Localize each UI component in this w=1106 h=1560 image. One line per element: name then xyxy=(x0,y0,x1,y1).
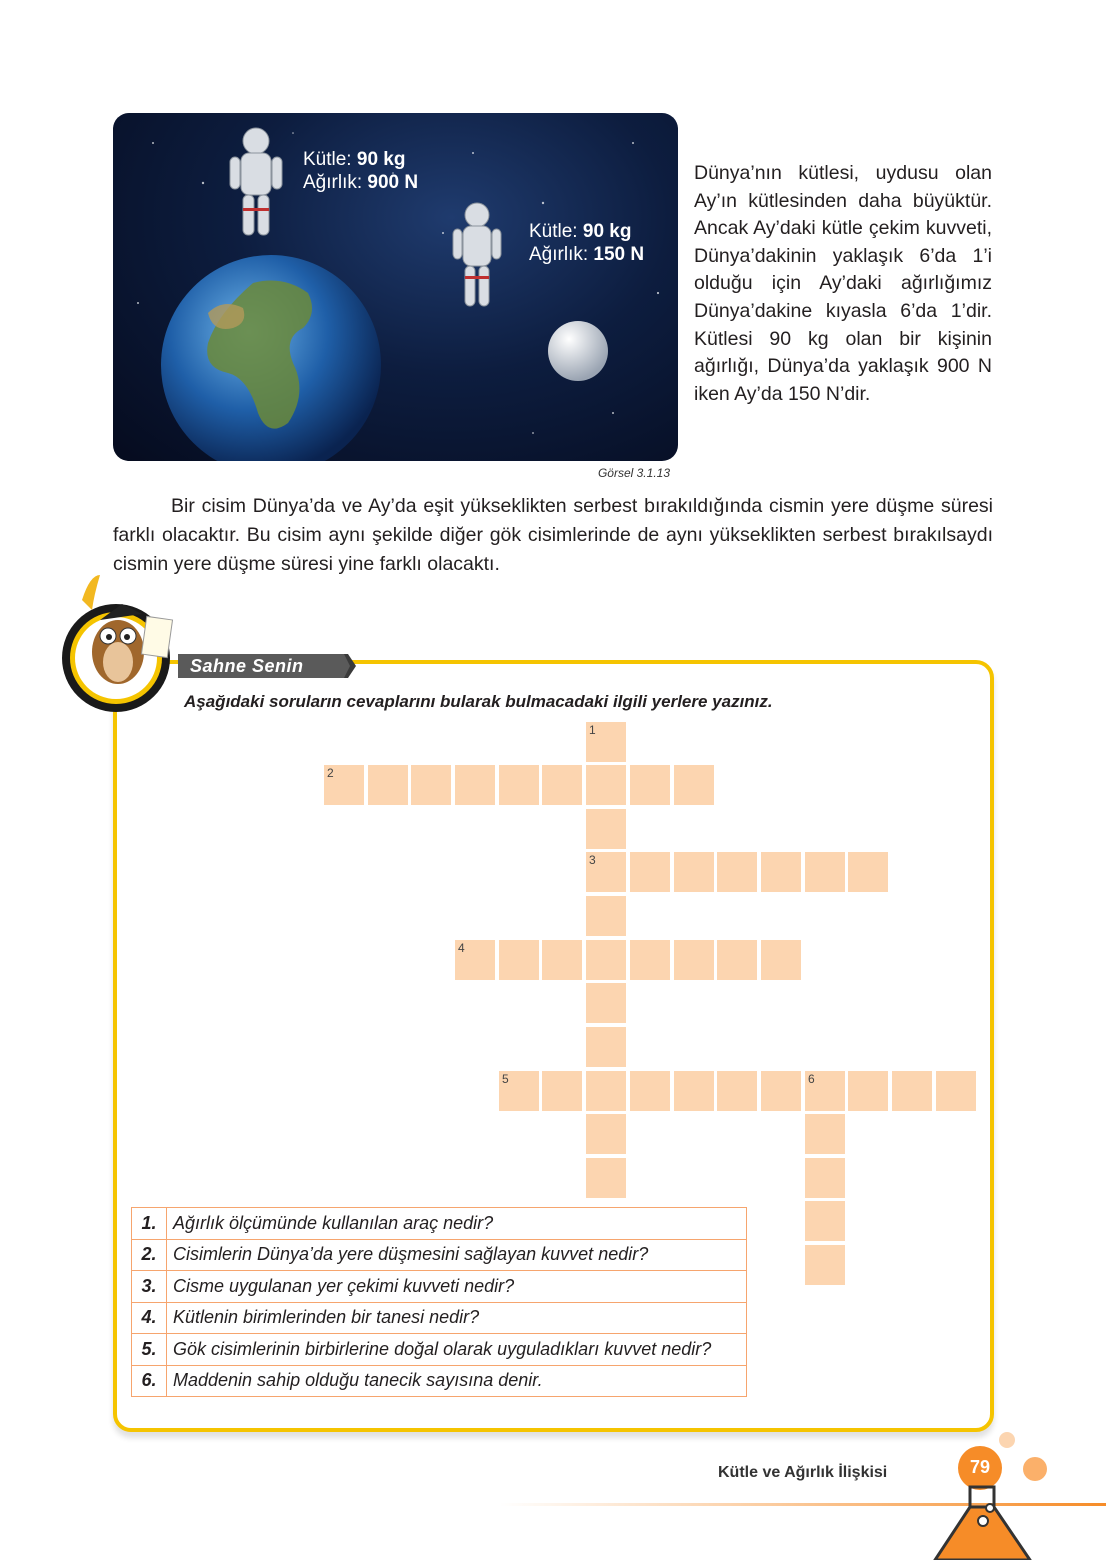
question-text: Kütlenin birimlerinden bir tanesi nedir? xyxy=(167,1302,747,1334)
question-number: 5. xyxy=(132,1334,167,1366)
flask-decoration-icon xyxy=(915,1425,1106,1560)
earth-label xyxy=(303,148,418,194)
activity-instruction: Aşağıdaki soruların cevaplarını bularak bulmacadaki ilgili yerlere yazınız. xyxy=(184,692,773,711)
mass-label: Kütle: xyxy=(529,221,578,242)
weight-label: Ağırlık: xyxy=(529,244,589,265)
footer-title: Kütle ve Ağırlık İlişkisi xyxy=(718,1464,888,1481)
question-number: 3. xyxy=(132,1271,167,1303)
weight-value: 900 N xyxy=(367,172,419,193)
astronaut-earth xyxy=(230,128,282,235)
question-row xyxy=(132,1271,747,1303)
question-number: 1. xyxy=(132,1208,167,1240)
question-text: Cisme uygulanan yer çekimi kuvveti nedir? xyxy=(167,1271,747,1303)
owl-mascot-icon xyxy=(52,570,182,715)
questions-table xyxy=(131,1207,747,1397)
question-row xyxy=(132,1365,747,1397)
question-number: 4. xyxy=(132,1302,167,1334)
clue-number: 5 xyxy=(502,1072,509,1086)
earth-moon-figure xyxy=(113,113,678,461)
mass-value: 90 kg xyxy=(356,149,406,170)
clue-number: 2 xyxy=(327,766,334,780)
side-paragraph: Dünya’nın kütlesi, uydusu olan Ay’ın kütlesinden daha büyüktür. Ancak Ay’daki kütle çekim kuvveti, Dünya’dakinin yaklaşık 6’da 1’i olduğu için Ay’daki ağırlığımız Dünya’dakine kıyasla 6’da 1’dir. Kütlesi 90 kg olan bir kişinin ağırlığı, Dünya’da yaklaşık 900 N iken Ay’da 150 N’dir. xyxy=(694,162,992,405)
question-row xyxy=(132,1334,747,1366)
clue-number: 6 xyxy=(808,1072,815,1086)
question-text: Maddenin sahip olduğu tanecik sayısına denir. xyxy=(167,1365,747,1397)
clue-number: 4 xyxy=(458,941,465,955)
figure-caption: Görsel 3.1.13 xyxy=(597,466,670,480)
astronaut-moon xyxy=(453,203,501,306)
mass-label: Kütle: xyxy=(303,149,352,170)
weight-label: Ağırlık: xyxy=(303,172,363,193)
question-row xyxy=(132,1239,747,1271)
question-text: Cisimlerin Dünya’da yere düşmesini sağlayan kuvvet nedir? xyxy=(167,1239,747,1271)
body-paragraph: Bir cisim Dünya’da ve Ay’da eşit yükseklikten serbest bırakıldığında cismin yere düşme süresi farklı olacaktır. Bu cisim aynı şekilde diğer gök cisimlerinde de aynı yükseklikten serbest bırakılsaydı cismin yere düşme süresi yine farklı olacaktı. xyxy=(113,495,993,575)
clue-number: 1 xyxy=(589,723,596,737)
activity-banner: Sahne Senin xyxy=(190,656,304,676)
question-row xyxy=(132,1302,747,1334)
question-text: Gök cisimlerinin birbirlerine doğal olarak uyguladıkları kuvvet nedir? xyxy=(167,1334,747,1366)
question-number: 2. xyxy=(132,1239,167,1271)
clue-number: 3 xyxy=(589,853,596,867)
mass-value: 90 kg xyxy=(582,221,632,242)
moon-label xyxy=(529,220,644,266)
question-row xyxy=(132,1208,747,1240)
question-number: 6. xyxy=(132,1365,167,1397)
page-number: 79 xyxy=(969,1457,991,1477)
question-text: Ağırlık ölçümünde kullanılan araç nedir? xyxy=(167,1208,747,1240)
weight-value: 150 N xyxy=(593,244,645,265)
moon-sphere xyxy=(548,321,608,381)
